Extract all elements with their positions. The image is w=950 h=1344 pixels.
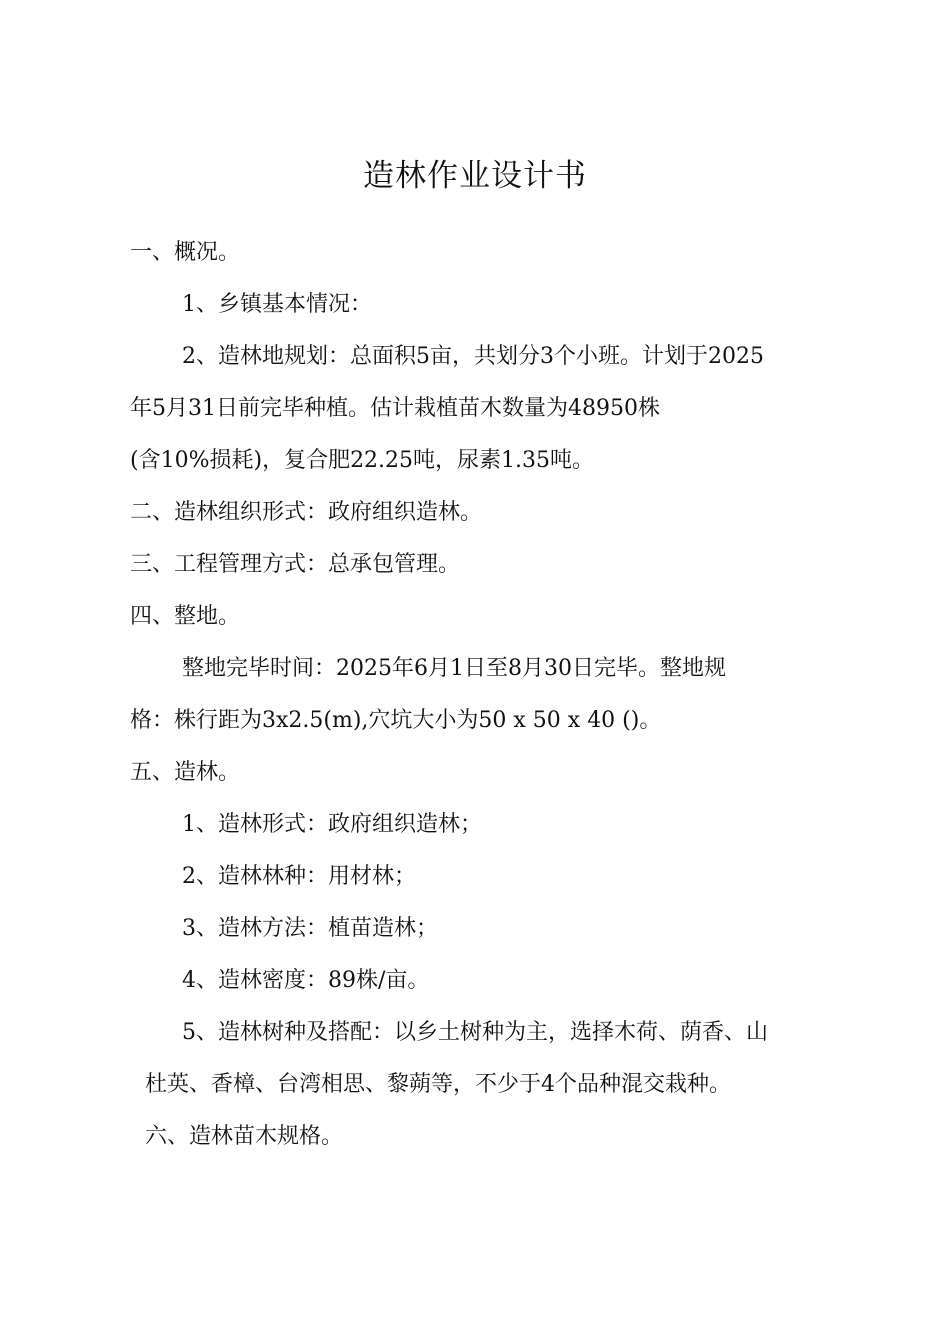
document-title: 造林作业设计书 <box>363 158 587 194</box>
section-heading-land-prep: 四、整地。 <box>130 604 241 629</box>
paragraph-land-prep-cont: 格：株行距为3x2.5(m),穴坑大小为50 x 50 x 40 ()。 <box>130 708 662 733</box>
list-item-species-cont: 杜英、香樟、台湾相思、黎蒴等，不少于4个品种混交栽种。 <box>145 1072 731 1097</box>
section-heading-overview: 一、概况。 <box>130 240 241 265</box>
list-item-method: 3、造林方法：植苗造林； <box>182 916 438 941</box>
section-heading-afforestation: 五、造林。 <box>130 760 241 785</box>
section-heading-seedling-spec: 六、造林苗木规格。 <box>145 1124 344 1149</box>
paragraph-town-basics: 1、乡镇基本情况： <box>182 292 372 317</box>
paragraph-land-plan: 2、造林地规划：总面积5亩，共划分3个小班。计划于2025 <box>182 344 764 369</box>
paragraph-land-prep: 整地完毕时间：2025年6月1日至8月30日完毕。整地规 <box>182 656 726 681</box>
list-item-species: 5、造林树种及搭配：以乡土树种为主，选择木荷、荫香、山 <box>182 1020 768 1045</box>
section-heading-management: 三、工程管理方式：总承包管理。 <box>130 552 461 577</box>
section-heading-organization: 二、造林组织形式：政府组织造林。 <box>130 500 483 525</box>
list-item-forest-type: 2、造林林种：用材林； <box>182 864 416 889</box>
paragraph-land-plan-cont: 年5月31日前完毕种植。估计栽植苗木数量为48950株 <box>130 396 660 421</box>
paragraph-land-plan-cont-2: (含10%损耗)，复合肥22.25吨，尿素1.35吨。 <box>130 448 595 473</box>
list-item-density: 4、造林密度：89株/亩。 <box>182 968 430 993</box>
list-item-form: 1、造林形式：政府组织造林； <box>182 812 482 837</box>
